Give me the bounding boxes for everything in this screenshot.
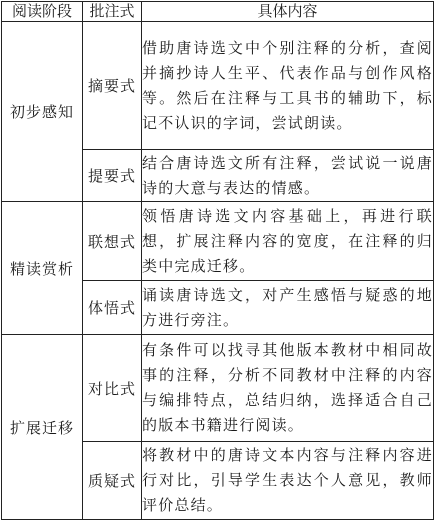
method-cell: 提要式 bbox=[83, 150, 142, 202]
header-method: 批注式 bbox=[83, 2, 142, 22]
content-cell: 将教材中的唐诗文本内容与注释内容进行对比，引导学生表达个人意见，教师评价总结。 bbox=[142, 442, 434, 520]
header-row bbox=[2, 2, 434, 22]
content-cell: 领悟唐诗选文内容基础上，再进行联想，扩展注释内容的宽度，在注释的归类中完成迁移。 bbox=[142, 202, 434, 281]
content-cell: 借助唐诗选文中个别注释的分析，查阅并摘抄诗人生平、代表作品与创作风格等。然后在注释与工具书的辅助下，标记不认识的字词，尝试朗读。 bbox=[142, 22, 434, 150]
method-cell: 联想式 bbox=[83, 202, 142, 281]
header-stage: 阅读阶段 bbox=[2, 2, 83, 22]
stage-cell: 扩展迁移 bbox=[2, 335, 83, 520]
method-cell: 体悟式 bbox=[83, 281, 142, 335]
table-row bbox=[2, 335, 434, 442]
method-cell: 摘要式 bbox=[83, 22, 142, 150]
content-cell: 结合唐诗选文所有注释，尝试说一说唐诗的大意与表达的情感。 bbox=[142, 150, 434, 202]
table-row bbox=[2, 202, 434, 281]
table-row bbox=[2, 22, 434, 150]
annotation-method-table bbox=[1, 1, 434, 520]
content-cell: 有条件可以找寻其他版本教材中相同故事的注释，分析不同教材中注释的内容与编排特点，总结归纳，选择适合自己的版本书籍进行阅读。 bbox=[142, 335, 434, 442]
header-content: 具体内容 bbox=[142, 2, 434, 22]
content-cell: 诵读唐诗选文，对产生感悟与疑惑的地方进行旁注。 bbox=[142, 281, 434, 335]
method-cell: 质疑式 bbox=[83, 442, 142, 520]
stage-cell: 精读赏析 bbox=[2, 202, 83, 335]
stage-cell: 初步感知 bbox=[2, 22, 83, 202]
method-cell: 对比式 bbox=[83, 335, 142, 442]
